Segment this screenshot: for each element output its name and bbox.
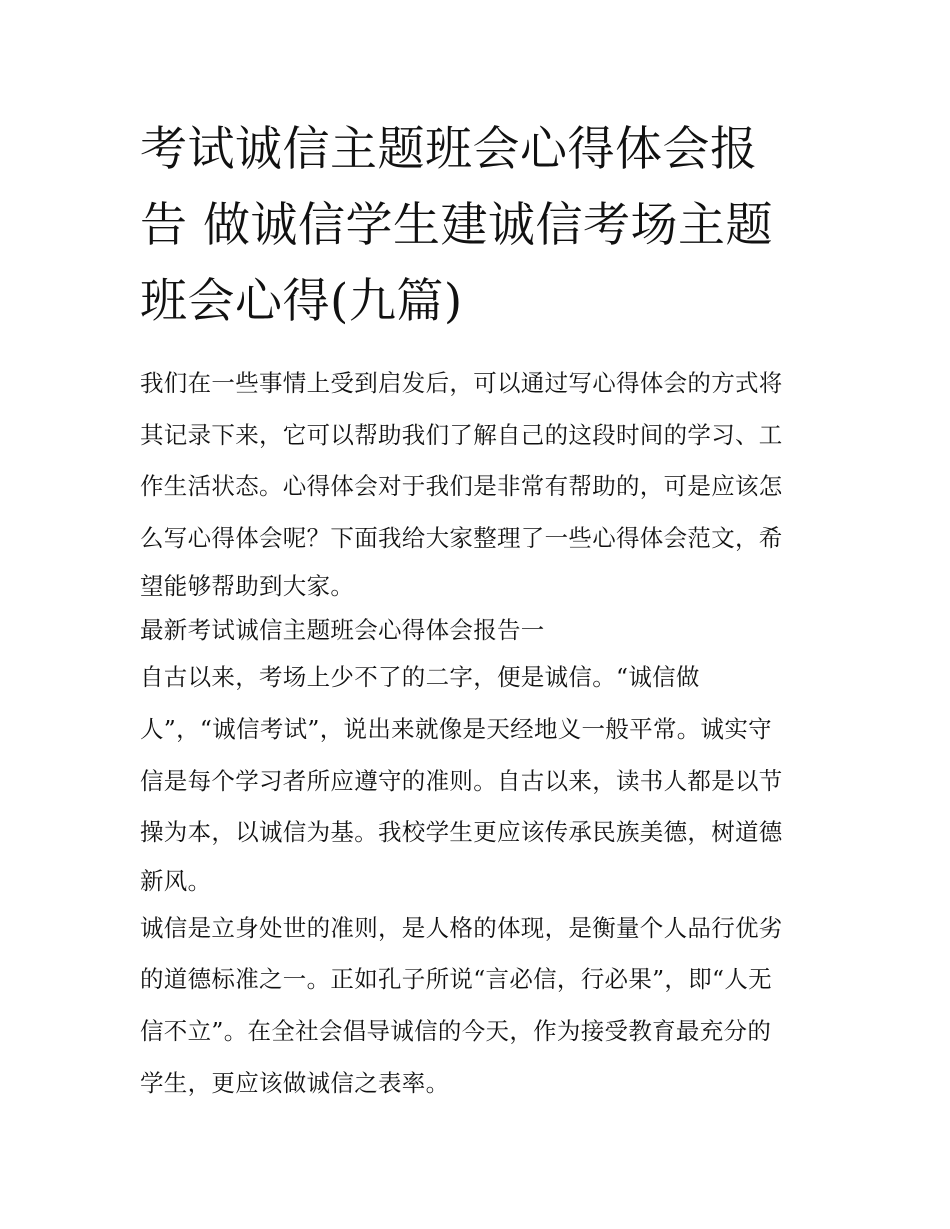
paragraph-1-line-2: 人”，“诚信考试”，说出来就像是天经地义一般平常。诚实守 <box>140 714 772 743</box>
intro-line-3: 作生活状态。心得体会对于我们是非常有帮助的，可是应该怎 <box>140 472 783 501</box>
document-body <box>140 358 820 1109</box>
title-line-2: 告 做诚信学生建诚信考场主题 <box>140 198 773 253</box>
intro-line-5: 望能够帮助到大家。 <box>140 572 355 601</box>
title-line-1: 考试诚信主题班会心得体会报 <box>140 122 758 177</box>
paragraph-1-line-5: 新风。 <box>140 866 212 895</box>
title-line-3: 班会心得(九篇) <box>140 274 463 329</box>
paragraph-2-line-2: 的道德标准之一。正如孔子所说“言必信，行必果”，即“人无 <box>140 965 772 994</box>
paragraph-2-line-3: 信不立”。在全社会倡导诚信的今天，作为接受教育最充分的 <box>140 1016 772 1045</box>
section-heading: 最新考试诚信主题班会心得体会报告一 <box>140 616 545 645</box>
intro-line-1: 我们在一些事情上受到启发后，可以通过写心得体会的方式将 <box>140 369 783 397</box>
intro-line-2: 其记录下来，它可以帮助我们了解自己的这段时间的学习、工 <box>140 420 783 449</box>
paragraph-2-line-1: 诚信是立身处世的准则，是人格的体现，是衡量个人品行优劣 <box>140 913 783 942</box>
paragraph-1-line-1: 自古以来，考场上少不了的二字，便是诚信。“诚信做 <box>140 663 700 692</box>
paragraph-1-line-3: 信是每个学习者所应遵守的准则。自古以来，读书人都是以节 <box>140 766 783 795</box>
intro-line-4: 么写心得体会呢？下面我给大家整理了一些心得体会范文，希 <box>140 523 783 552</box>
paragraph-1-line-4: 操为本，以诚信为基。我校学生更应该传承民族美德，树道德 <box>140 818 783 847</box>
paragraph-2-line-4: 学生，更应该做诚信之表率。 <box>140 1068 450 1097</box>
document-title <box>140 112 820 340</box>
